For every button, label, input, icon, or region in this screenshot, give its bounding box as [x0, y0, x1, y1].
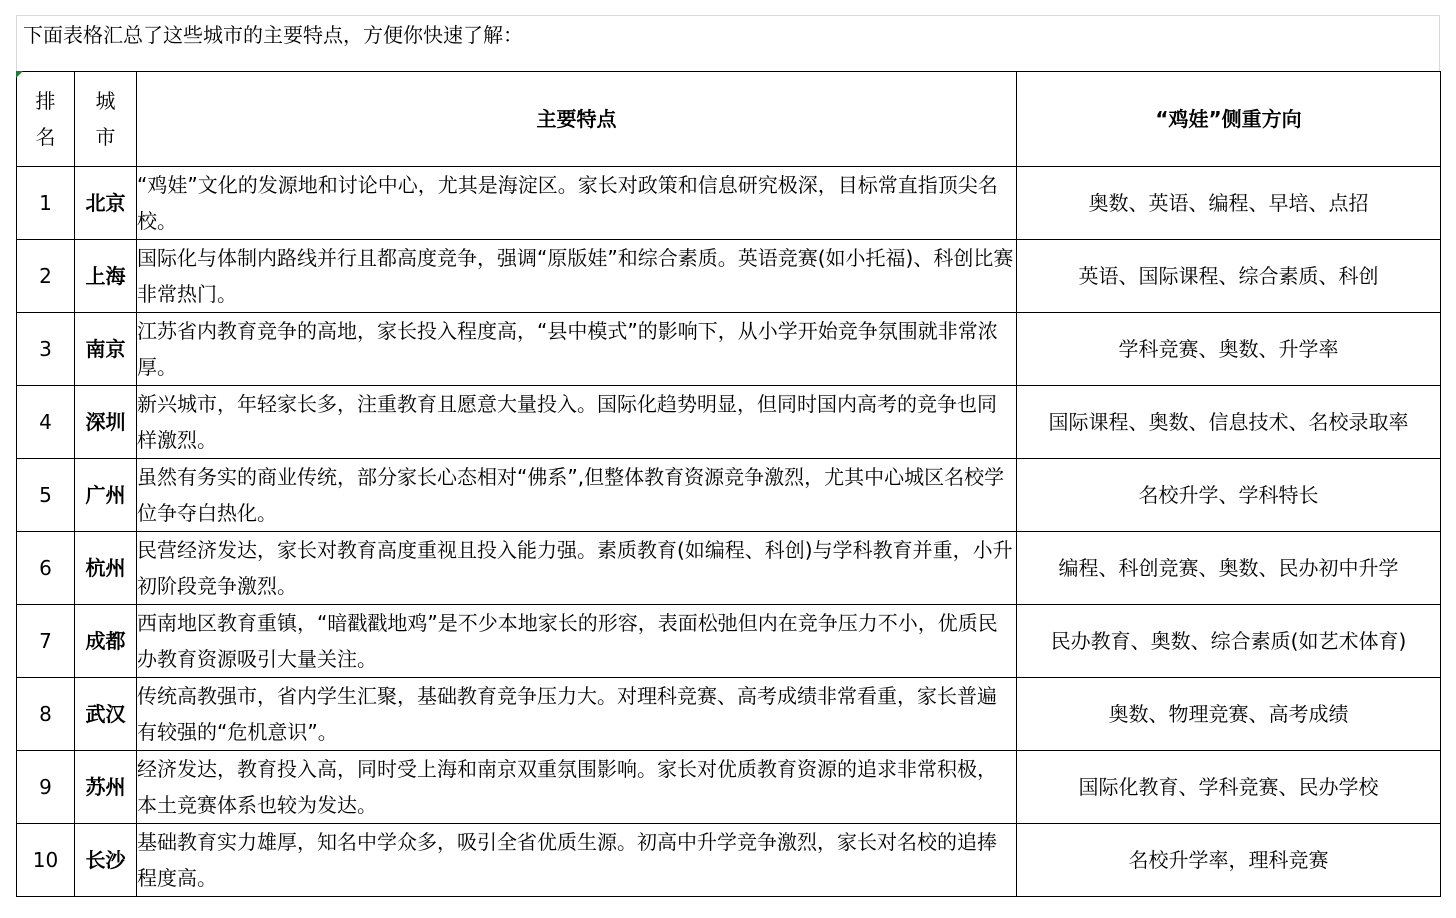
rank-cell[interactable]: 9	[17, 751, 75, 824]
rank-cell[interactable]: 10	[17, 824, 75, 897]
features-cell[interactable]: 新兴城市，年轻家长多，注重教育且愿意大量投入。国际化趋势明显，但同时国内高考的竞争也同样激烈。	[137, 386, 1017, 459]
features-cell[interactable]: 虽然有务实的商业传统，部分家长心态相对“佛系”,但整体教育资源竞争激烈，尤其中心城区名校学位争夺白热化。	[137, 459, 1017, 532]
focus-cell[interactable]: 学科竞赛、奥数、升学率	[1017, 313, 1441, 386]
features-cell[interactable]: 民营经济发达，家长对教育高度重视且投入能力强。素质教育(如编程、科创)与学科教育并重，小升初阶段竞争激烈。	[137, 532, 1017, 605]
city-cell[interactable]: 成都	[75, 605, 137, 678]
cell-corner-marker	[16, 71, 23, 78]
city-cell[interactable]: 北京	[75, 167, 137, 240]
city-cell[interactable]: 杭州	[75, 532, 137, 605]
header-focus-label: “鸡娃”侧重方向	[1155, 107, 1302, 131]
header-row	[17, 72, 1441, 167]
city-cell[interactable]: 深圳	[75, 386, 137, 459]
focus-cell[interactable]: 奥数、物理竞赛、高考成绩	[1017, 678, 1441, 751]
header-city[interactable]	[75, 72, 137, 167]
features-cell[interactable]: 基础教育实力雄厚，知名中学众多，吸引全省优质生源。初高中升学竞争激烈，家长对名校的追捧程度高。	[137, 824, 1017, 897]
city-cell[interactable]: 上海	[75, 240, 137, 313]
table-row	[17, 532, 1441, 605]
table-row	[17, 824, 1441, 897]
city-cell[interactable]: 苏州	[75, 751, 137, 824]
header-features-label: 主要特点	[536, 107, 617, 131]
focus-cell[interactable]: 名校升学、学科特长	[1017, 459, 1441, 532]
rank-cell[interactable]: 8	[17, 678, 75, 751]
focus-cell[interactable]: 奥数、英语、编程、早培、点招	[1017, 167, 1441, 240]
rank-cell[interactable]: 5	[17, 459, 75, 532]
focus-cell[interactable]: 国际化教育、学科竞赛、民办学校	[1017, 751, 1441, 824]
header-city-label: 城市	[95, 89, 116, 149]
table-row	[17, 386, 1441, 459]
focus-cell[interactable]: 民办教育、奥数、综合素质(如艺术体育)	[1017, 605, 1441, 678]
features-cell[interactable]: “鸡娃”文化的发源地和讨论中心，尤其是海淀区。家长对政策和信息研究极深，目标常直指顶尖名校。	[137, 167, 1017, 240]
rank-cell[interactable]: 7	[17, 605, 75, 678]
city-cell[interactable]: 长沙	[75, 824, 137, 897]
features-cell[interactable]: 江苏省内教育竞争的高地，家长投入程度高，“县中模式”的影响下，从小学开始竞争氛围就非常浓厚。	[137, 313, 1017, 386]
rank-cell[interactable]: 6	[17, 532, 75, 605]
table-row	[17, 313, 1441, 386]
city-cell[interactable]: 武汉	[75, 678, 137, 751]
features-cell[interactable]: 经济发达，教育投入高，同时受上海和南京双重氛围影响。家长对优质教育资源的追求非常积极，本土竞赛体系也较为发达。	[137, 751, 1017, 824]
focus-cell[interactable]: 国际课程、奥数、信息技术、名校录取率	[1017, 386, 1441, 459]
rank-cell[interactable]: 3	[17, 313, 75, 386]
header-features[interactable]	[137, 72, 1017, 167]
city-cell[interactable]: 广州	[75, 459, 137, 532]
table-row	[17, 605, 1441, 678]
city-cell[interactable]: 南京	[75, 313, 137, 386]
header-focus[interactable]	[1017, 72, 1441, 167]
table-row	[17, 459, 1441, 532]
rank-cell[interactable]: 4	[17, 386, 75, 459]
table-row	[17, 167, 1441, 240]
table-row	[17, 751, 1441, 824]
header-rank-label: 排名	[35, 89, 56, 149]
rank-cell[interactable]: 2	[17, 240, 75, 313]
features-cell[interactable]: 西南地区教育重镇，“暗戳戳地鸡”是不少本地家长的形容，表面松弛但内在竞争压力不小，优质民办教育资源吸引大量关注。	[137, 605, 1017, 678]
table-row	[17, 678, 1441, 751]
intro-text: 下面表格汇总了这些城市的主要特点，方便你快速了解：	[16, 15, 1440, 71]
city-table	[16, 71, 1441, 897]
features-cell[interactable]: 传统高教强市，省内学生汇聚，基础教育竞争压力大。对理科竞赛、高考成绩非常看重，家长普遍有较强的“危机意识”。	[137, 678, 1017, 751]
focus-cell[interactable]: 英语、国际课程、综合素质、科创	[1017, 240, 1441, 313]
table-row	[17, 240, 1441, 313]
features-cell[interactable]: 国际化与体制内路线并行且都高度竞争，强调“原版娃”和综合素质。英语竞赛(如小托福)、科创比赛非常热门。	[137, 240, 1017, 313]
focus-cell[interactable]: 名校升学率，理科竞赛	[1017, 824, 1441, 897]
focus-cell[interactable]: 编程、科创竞赛、奥数、民办初中升学	[1017, 532, 1441, 605]
header-rank[interactable]	[17, 72, 75, 167]
rank-cell[interactable]: 1	[17, 167, 75, 240]
